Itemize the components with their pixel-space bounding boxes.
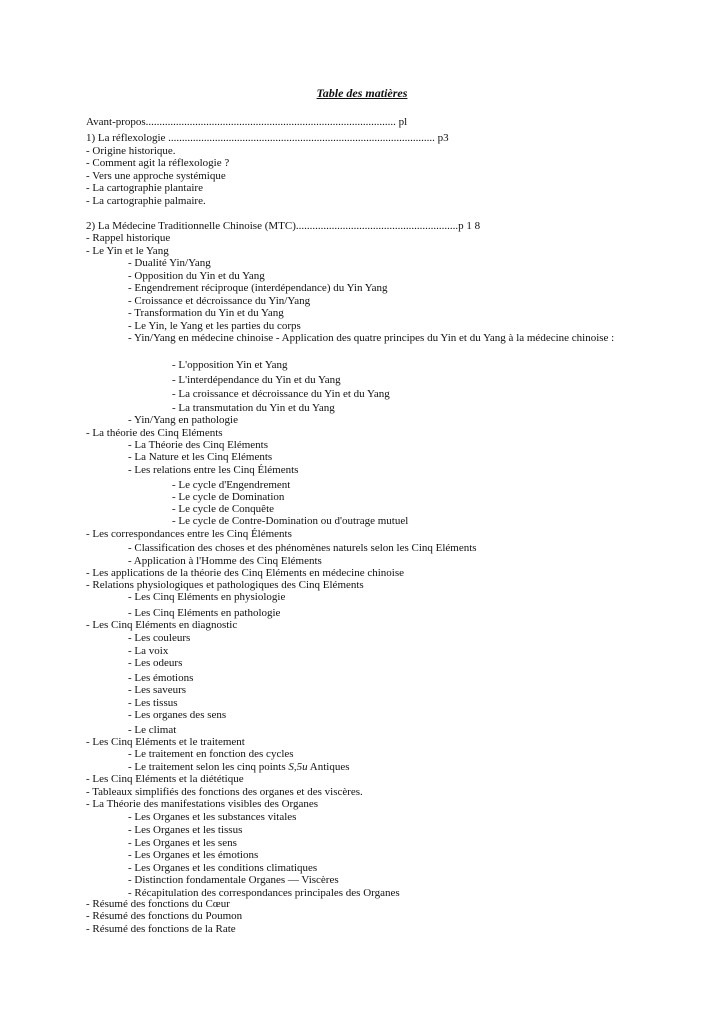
toc-entry: - Le climat [128,724,177,736]
toc-entry: - La transmutation du Yin et du Yang [172,402,335,414]
toc-entry: - Les Organes et les tissus [128,824,243,836]
toc-entry-text: - Le traitement selon les cinq points [128,761,289,773]
toc-entry: - Le Yin et le Yang [86,245,169,257]
toc-entry: - La cartographie plantaire [86,182,203,194]
toc-entry: - La Théorie des Cinq Eléments [128,439,269,451]
toc-entry: - Vers une approche systémique [86,170,226,182]
toc-entry: - Engendrement réciproque (interdépendance) du Yin Yang [128,282,388,294]
toc-entry: - Yin/Yang en pathologie [128,414,238,426]
toc-entry: - Distinction fondamentale Organes — Viscères [128,874,339,886]
toc-entry: - Le cycle de Domination [172,491,285,503]
toc-entry-italic: S,5u [288,761,308,773]
toc-entry: - Le traitement en fonction des cycles [128,748,294,760]
toc-entry: - Récapitulation des correspondances principales des Organes [128,887,400,899]
toc-entry: - L'opposition Yin et Yang [172,359,288,371]
toc-entry: - Comment agit la réflexologie ? [86,157,230,169]
toc-entry: - Les Cinq Eléments en diagnostic [86,619,238,631]
toc-entry: - Les Cinq Eléments et le traitement [86,736,245,748]
toc-entry: - Le cycle d'Engendrement [172,479,291,491]
toc-entry: - Les correspondances entre les Cinq Éléments [86,528,292,540]
toc-entry: - Les Cinq Eléments en pathologie [128,607,281,619]
page-title: Table des matières [316,86,408,100]
toc-entry: - L'interdépendance du Yin et du Yang [172,374,341,386]
toc-entry: - Classification des choses et des phénomènes naturels selon les Cinq Eléments [128,542,477,554]
toc-entry: - La voix [128,645,169,657]
toc-entry: - Les applications de la théorie des Cinq Eléments en médecine chinoise [86,567,404,579]
toc-entry: - Les Cinq Eléments en physiologie [128,591,286,603]
toc-section-reflexologie: 1) La réflexologie ................................................................................................. p3 [86,132,449,144]
toc-entry: - Yin/Yang en médecine chinoise - Application des quatre principes du Yin et du Yang à la médecine chinoise : [128,332,615,344]
toc-entry: - Les Organes et les conditions climatiques [128,862,318,874]
toc-entry: - Origine historique. [86,145,176,157]
toc-entry: - Rappel historique [86,232,171,244]
toc-entry: - Les couleurs [128,632,191,644]
toc-entry: - Le Yin, le Yang et les parties du corps [128,320,301,332]
toc-entry: - Les émotions [128,672,194,684]
toc-entry-text: Antiques [307,761,350,773]
toc-entry: - Opposition du Yin et du Yang [128,270,265,282]
toc-entry: - Résumé des fonctions du Cœur [86,898,230,910]
toc-entry: - Le cycle de Conquête [172,503,275,515]
toc-entry: - Les organes des sens [128,709,227,721]
toc-entry: - Les odeurs [128,657,183,669]
toc-entry: - La croissance et décroissance du Yin et du Yang [172,388,390,400]
toc-entry: - Les Organes et les émotions [128,849,259,861]
toc-entry: - Dualité Yin/Yang [128,257,211,269]
toc-entry: - La Nature et les Cinq Eléments [128,451,273,463]
toc-entry: - Résumé des fonctions du Poumon [86,910,243,922]
toc-entry: - Les saveurs [128,684,187,696]
toc-entry: - La Théorie des manifestations visibles des Organes [86,798,319,810]
toc-entry: - Les Cinq Eléments et la diététique [86,773,244,785]
toc-entry: - La théorie des Cinq Eléments [86,427,223,439]
toc-entry: - Résumé des fonctions de la Rate [86,923,236,935]
toc-entry: - Application à l'Homme des Cinq Eléments [128,555,322,567]
toc-entry: - Les Organes et les substances vitales [128,811,297,823]
toc-entry: - Les tissus [128,697,178,709]
toc-entry: - Les Organes et les sens [128,837,237,849]
toc-entry: - La cartographie palmaire. [86,195,206,207]
toc-entry: - Les relations entre les Cinq Éléments [128,464,299,476]
toc-entry: - Tableaux simplifiés des fonctions des organes et des viscères. [86,786,363,798]
toc-entry: - Croissance et décroissance du Yin/Yang [128,295,311,307]
toc-entry: - Transformation du Yin et du Yang [128,307,284,319]
toc-entry: - Le cycle de Contre-Domination ou d'outrage mutuel [172,515,409,527]
toc-entry-avant-propos: Avant-propos........................................................................................... pl [86,116,408,128]
toc-entry: - Relations physiologiques et pathologiques des Cinq Eléments [86,579,364,591]
toc-section-mtc: 2) La Médecine Traditionnelle Chinoise (MTC)...........................................................p 1 8 [86,220,481,232]
